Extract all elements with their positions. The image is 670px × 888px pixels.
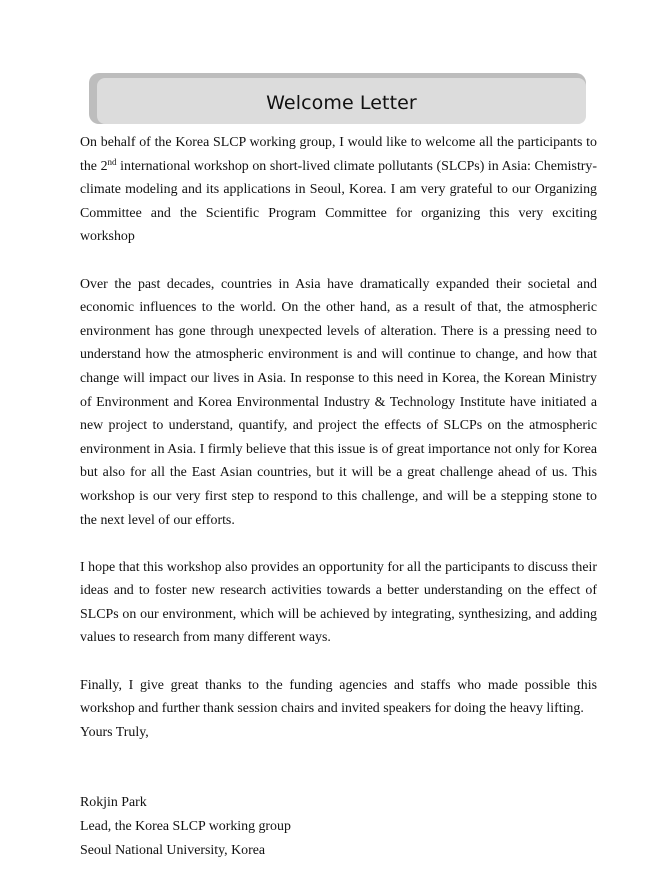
title-banner-inner (97, 78, 586, 124)
signature-role: Lead, the Korea SLCP working group (80, 819, 291, 835)
letter-body (80, 131, 597, 862)
page-title: Welcome Letter (266, 92, 417, 114)
signature-affiliation: Seoul National University, Korea (80, 842, 266, 858)
paragraph-thanks: Finally, I give great thanks to the funding agencies and staffs who made possible this workshop and further thank session chairs and invited speakers for doing the heavy lifting. (80, 677, 597, 717)
title-banner (89, 73, 586, 124)
paragraph-intro-text-end: international workshop on short-lived climate pollutants (SLCPs) in Asia: Chemistry-climate modeling and its applications in Seoul, Korea. I am very grateful to our Organizing Committee and the Scientific Program Committee for organizing this very exciting workshop (80, 158, 597, 245)
closing-salutation: Yours Truly, (80, 724, 149, 740)
signature-block (80, 791, 597, 862)
ordinal-superscript: nd (107, 156, 117, 167)
paragraph-background: Over the past decades, countries in Asia have dramatically expanded their societal and economic influences to the world. On the other hand, as a result of that, the atmospheric environment has gone through unexpected levels of alteration. There is a pressing need to understand how the atmospheric environment is and will continue to change, and how that change will impact our lives in Asia. In response to this need in Korea, the Korean Ministry of Environment and Korea Environmental Industry & Technology Institute have initiated a new project to understand, quantify, and project the effects of SLCPs on the atmospheric environment in Asia. I firmly believe that this issue is of great importance not only for Korea but also for all the East Asian countries, but it will be a great challenge ahead of us. This workshop is our very first step to respond to this challenge, and will be a stepping stone to the next level of our efforts. (80, 276, 597, 528)
signature-name: Rokjin Park (80, 795, 147, 811)
paragraph-intro (80, 131, 597, 249)
paragraph-intro-text-start: On behalf of the Korea SLCP working group, I would like to welcome all the participants to the 2 (80, 135, 597, 174)
paragraph-hope: I hope that this workshop also provides an opportunity for all the participants to discuss their ideas and to foster new research activities towards a better understanding on the effect of SLCPs on our environment, which will be achieved by integrating, synthesizing, and adding values to research from many different ways. (80, 559, 597, 646)
